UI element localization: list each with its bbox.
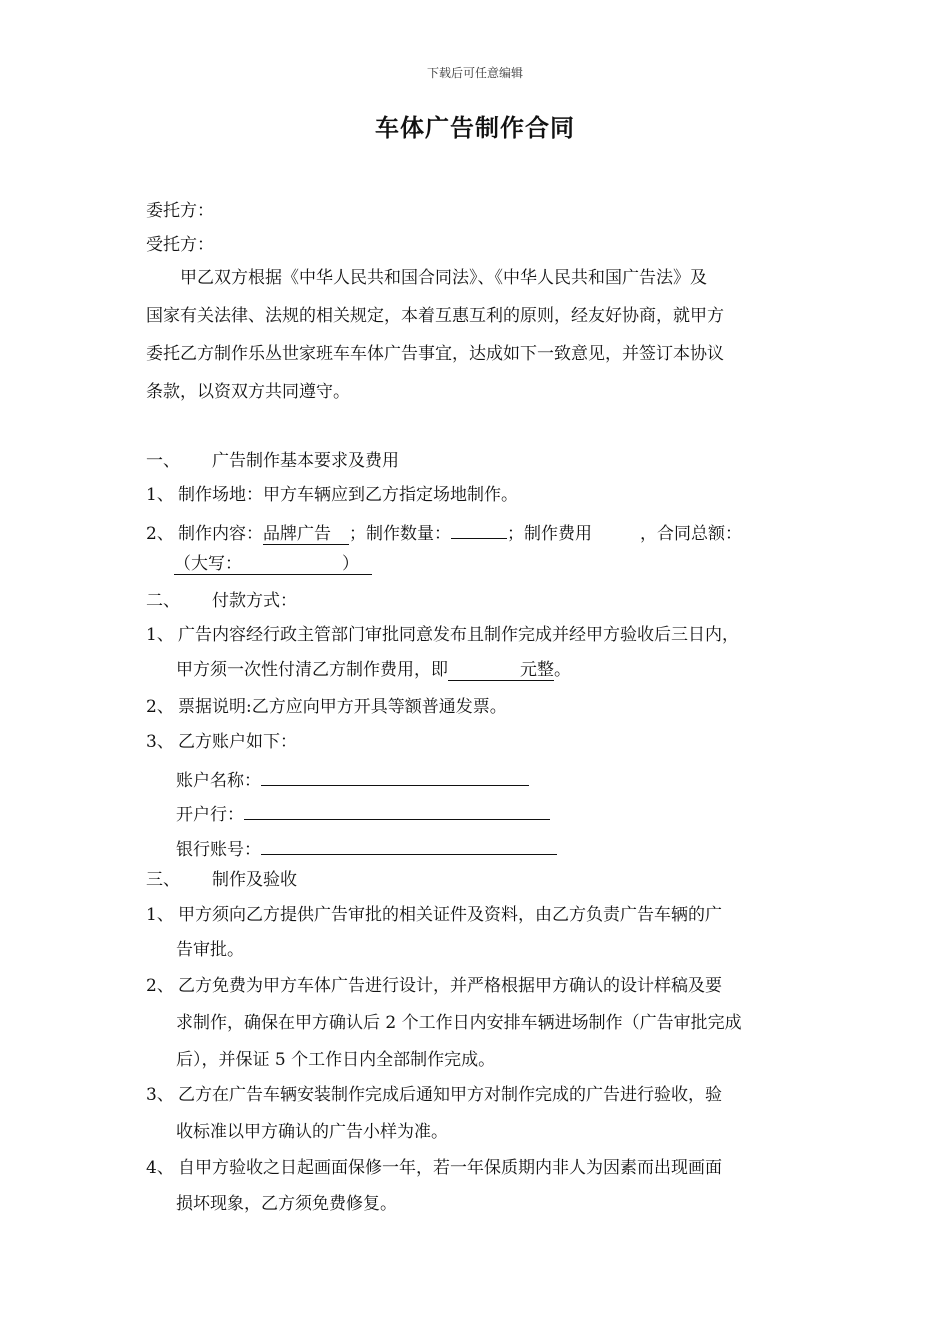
account-number-blank [261,834,557,855]
section-2-item-2 [146,696,507,718]
total-label: ，合同总额： [640,524,742,544]
section-3-item [146,975,722,997]
section-2-item-1 [146,624,739,646]
item-number: 2、 [146,976,174,996]
item-text: 甲方须向乙方提供广告审批的相关证件及资料，由乙方负责广告车辆的广 [178,905,722,925]
item-text: 乙方免费为甲方车体广告进行设计，并严格根据甲方确认的设计样稿及要 [178,976,722,996]
section-1-item-2 [146,518,742,545]
capital-amount-line [174,553,372,575]
item-text: 收标准以甲方确认的广告小样为准。 [176,1122,448,1142]
item-text: 乙方在广告车辆安装制作完成后通知甲方对制作完成的广告进行验收，验 [178,1085,722,1105]
item-text: 广告内容经行政主管部门审批同意发布且制作完成并经甲方验收后三日内， [178,625,739,645]
quantity-label: ；制作数量： [349,524,451,544]
contractor-label: 受托方： [146,235,214,255]
section-number: 二、 [146,591,180,611]
section-3-item [146,1084,722,1106]
item-number: 1、 [146,625,174,645]
client-label: 委托方： [146,201,214,221]
item-text: 甲方须一次性付清乙方制作费用，即 [176,660,448,680]
item-number: 3、 [146,732,174,752]
item-text: 乙方账户如下： [178,732,297,752]
capital-amount-field [174,554,372,575]
section-3-item [146,904,722,926]
section-2-item-3 [146,731,297,753]
fee-label: ；制作费用 [507,524,592,544]
item-text: 损坏现象，乙方须免费修复。 [176,1194,397,1214]
preamble-line: 甲乙双方根据《中华人民共和国合同法》、《中华人民共和国广告法》及 [146,268,707,288]
item-number: 1、 [146,905,174,925]
section-3-heading [146,869,297,891]
account-name-blank [261,765,529,786]
section-title: 制作及验收 [212,870,297,890]
header-note: 下载后可任意编辑 [426,66,523,80]
section-number: 三、 [146,870,180,890]
item-text: 告审批。 [176,940,244,960]
account-name-label: 账户名称： [176,771,261,791]
section-title: 广告制作基本要求及费用 [212,451,399,471]
account-number-label: 银行账号： [176,840,261,860]
account-name-row [176,765,529,792]
item-text: 票据说明:乙方应向甲方开具等额普通发票。 [178,697,507,717]
section-1-item-1 [146,484,518,506]
amount-unit: 元整 [520,660,554,680]
section-2-heading [146,590,297,612]
item-text: 求制作，确保在甲方确认后 2 个工作日内安排车辆进场制作（广告审批完成 [176,1013,742,1033]
item-number: 2、 [146,697,174,717]
item-number: 2、 [146,524,174,544]
section-1-heading [146,450,399,472]
bank-label: 开户行： [176,805,244,825]
item-text: 自甲方验收之日起画面保修一年，若一年保质期内非人为因素而出现画面 [178,1158,722,1178]
section-3-item [146,1157,722,1179]
quantity-blank [451,518,507,539]
item-number: 1、 [146,485,174,505]
capital-label: （大写： [174,554,242,574]
item-text: 。 [554,660,571,680]
section-2-item-1-cont [176,659,571,681]
account-number-row [176,834,557,861]
section-number: 一、 [146,451,180,471]
item-text: 制作场地：甲方车辆应到乙方指定场地制作。 [178,485,518,505]
preamble-line: 国家有关法律、法规的相关规定，本着互惠互利的原则，经友好协商，就甲方 [146,306,724,326]
item-number: 3、 [146,1085,174,1105]
bank-blank [244,799,550,820]
capital-close: ） [342,554,359,574]
bank-row [176,799,550,826]
payment-amount-field [448,660,554,681]
item-text: 后），并保证 5 个工作日内全部制作完成。 [176,1050,496,1070]
preamble-line: 条款，以资双方共同遵守。 [146,382,350,402]
item-number: 4、 [146,1158,174,1178]
content-value: 品牌广告 [263,524,349,545]
section-title: 付款方式： [212,591,297,611]
preamble-line: 委托乙方制作乐丛世家班车车体广告事宜，达成如下一致意见，并签订本协议 [146,344,724,364]
document-title: 车体广告制作合同 [375,113,575,142]
content-label: 制作内容： [178,524,263,544]
